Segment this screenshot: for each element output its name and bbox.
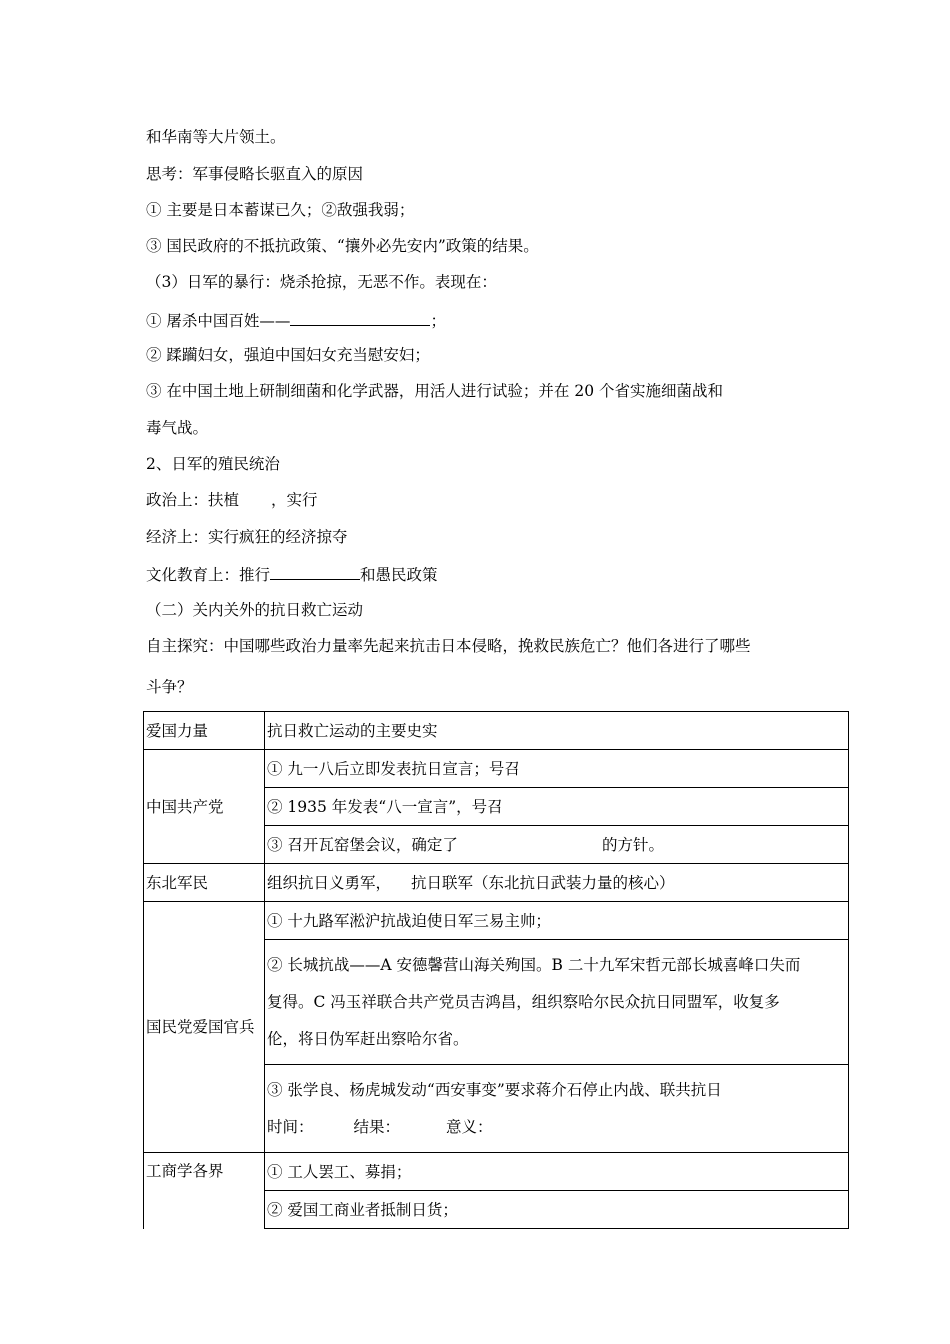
patriotic-forces-table bbox=[143, 711, 849, 1229]
field-time-label: 时间： bbox=[267, 1117, 314, 1136]
table-row bbox=[144, 864, 849, 902]
section-heading: 2、日军的殖民统治 bbox=[146, 455, 280, 473]
paragraph-with-blank bbox=[146, 563, 438, 585]
table-row bbox=[144, 902, 849, 940]
fact-text: 伦，将日伪军赶出察哈尔省。 bbox=[267, 1029, 469, 1048]
fact-fields bbox=[267, 1109, 846, 1146]
paragraph-text: 文化教育上：推行 bbox=[146, 566, 271, 584]
fact-text: ③ 召开瓦窑堡会议，确定了 bbox=[267, 835, 458, 854]
fact-cell: ① 十九路军淞沪抗战迫使日军三易主帅； bbox=[265, 902, 849, 940]
fact-text: 的方针。 bbox=[601, 835, 664, 854]
fact-cell bbox=[265, 1065, 849, 1153]
fill-in-blank bbox=[270, 563, 360, 580]
table-row bbox=[144, 750, 849, 788]
paragraph-text: ① 屠杀中国百姓—— bbox=[146, 312, 291, 330]
paragraph-text: ； bbox=[430, 312, 446, 330]
paragraph-with-gap bbox=[146, 490, 318, 510]
fact-cell bbox=[265, 826, 849, 864]
force-kmt: 国民党爱国官兵 bbox=[144, 902, 265, 1153]
fact-text: ③ 张学良、杨虎城发动“西安事变”要求蒋介石停止内战、联共抗日 bbox=[267, 1080, 722, 1099]
paragraph-text: ，实行 bbox=[271, 491, 318, 509]
fact-text: 抗日联军（东北抗日武装力量的核心） bbox=[411, 873, 675, 892]
paragraph: （3）日军的暴行：烧杀抢掠，无恶不作。表现在： bbox=[146, 273, 497, 291]
table-row bbox=[144, 1153, 849, 1191]
fact-cell: ② 1935 年发表“八一宣言”，号召 bbox=[265, 788, 849, 826]
fact-text: 复得。C 冯玉祥联合共产党员吉鸿昌，组织察哈尔民众抗日同盟军，收复多 bbox=[267, 992, 780, 1011]
force-cpc: 中国共产党 bbox=[144, 750, 265, 864]
field-meaning-label: 意义： bbox=[446, 1117, 493, 1136]
fill-in-blank bbox=[290, 309, 430, 326]
paragraph: ① 主要是日本蓄谋已久；②敌强我弱； bbox=[146, 201, 415, 219]
fact-cell bbox=[265, 864, 849, 902]
fact-cell bbox=[265, 940, 849, 1065]
fact-cell: ① 九一八后立即发表抗日宣言；号召 bbox=[265, 750, 849, 788]
fact-cell: ② 爱国工商业者抵制日货； bbox=[265, 1191, 849, 1229]
table-header-row bbox=[144, 712, 849, 750]
paragraph: 自主探究：中国哪些政治力量率先起来抗击日本侵略，挽救民族危亡？他们各进行了哪些 bbox=[146, 637, 751, 655]
fact-text: 组织抗日义勇军， bbox=[267, 873, 392, 892]
paragraph-text: 和愚民政策 bbox=[360, 566, 438, 584]
paragraph: 斗争？ bbox=[146, 678, 193, 696]
fact-text: ② 长城抗战——A 安德馨营山海关殉国。B 二十九军宋哲元部长城喜峰口失而 bbox=[267, 955, 801, 974]
paragraph-with-blank bbox=[146, 309, 446, 331]
force-business: 工商学各界 bbox=[144, 1153, 265, 1229]
fact-cell: ① 工人罢工、募捐； bbox=[265, 1153, 849, 1191]
header-facts: 抗日救亡运动的主要史实 bbox=[265, 712, 849, 750]
header-force: 爱国力量 bbox=[144, 712, 265, 750]
paragraph: ③ 国民政府的不抵抗政策、“攘外必先安内”政策的结果。 bbox=[146, 237, 539, 255]
paragraph: 经济上：实行疯狂的经济掠夺 bbox=[146, 528, 348, 546]
paragraph: 和华南等大片领土。 bbox=[146, 128, 286, 146]
paragraph: 毒气战。 bbox=[146, 419, 209, 437]
paragraph-text: 政治上：扶植 bbox=[146, 491, 240, 509]
paragraph: 思考：军事侵略长驱直入的原因 bbox=[146, 165, 364, 183]
field-result-label: 结果： bbox=[353, 1117, 401, 1136]
section-heading: （二）关内关外的抗日救亡运动 bbox=[146, 601, 364, 619]
paragraph: ③ 在中国土地上研制细菌和化学武器，用活人进行试验；并在 20 个省实施细菌战和 bbox=[146, 382, 724, 400]
force-northeast: 东北军民 bbox=[144, 864, 265, 902]
paragraph: ② 蹂躏妇女，强迫中国妇女充当慰安妇； bbox=[146, 346, 430, 364]
